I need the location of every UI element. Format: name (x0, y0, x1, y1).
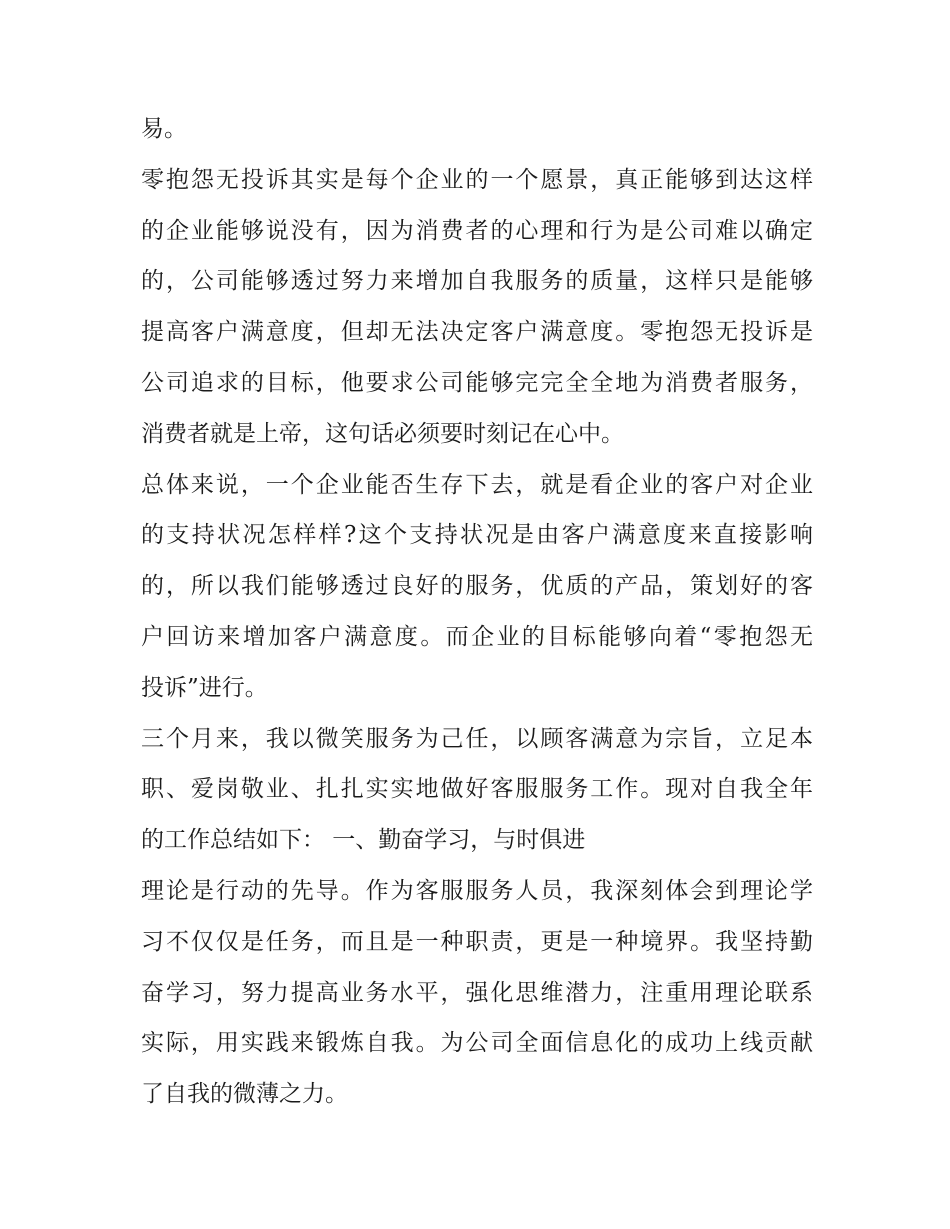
text-line: 的企业能够说没有，因为消费者的心理和行为是公司难以确定 (141, 217, 813, 244)
text-line: 的工作总结如下： 一、勤奋学习，与时俱进 (141, 827, 586, 854)
document-body (141, 104, 813, 1120)
text-line: 户回访来增加客户满意度。而企业的目标能够向着“零抱怨无 (141, 623, 813, 650)
text-line: 理论是行动的先导。作为客服服务人员，我深刻体会到理论学 (141, 877, 813, 904)
text-line: 零抱怨无投诉其实是每个企业的一个愿景，真正能够到达这样 (141, 166, 813, 193)
text-line: 提高客户满意度，但却无法决定客户满意度。零抱怨无投诉是 (141, 319, 813, 346)
text-line: 易。 (141, 116, 187, 142)
text-line: 总体来说，一个企业能否生存下去，就是看企业的客户对企业 (141, 471, 813, 498)
text-line: 实际，用实践来锻炼自我。为公司全面信息化的成功上线贡献 (141, 1030, 813, 1057)
text-line: 消费者就是上帝，这句话必须要时刻记在心中。 (141, 420, 624, 447)
text-line: 三个月来，我以微笑服务为己任，以顾客满意为宗旨，立足本 (141, 725, 813, 752)
text-line: 习不仅仅是任务，而且是一种职责，更是一种境界。我坚持勤 (141, 928, 813, 955)
text-line: 的，所以我们能够透过良好的服务，优质的产品，策划好的客 (141, 573, 813, 600)
text-line: 的，公司能够透过努力来增加自我服务的质量，这样只是能够 (141, 268, 813, 295)
text-line: 奋学习，努力提高业务水平，强化思维潜力，注重用理论联系 (141, 979, 813, 1006)
text-line: 了自我的微薄之力。 (141, 1081, 348, 1108)
text-line: 职、爱岗敬业、扎扎实实地做好客服服务工作。现对自我全年 (141, 776, 813, 803)
text-line: 投诉”进行。 (141, 674, 268, 701)
text-line: 公司追求的目标，他要求公司能够完完全全地为消费者服务， (141, 369, 813, 396)
text-line: 的支持状况怎样样?这个支持状况是由客户满意度来直接影响 (141, 522, 813, 549)
